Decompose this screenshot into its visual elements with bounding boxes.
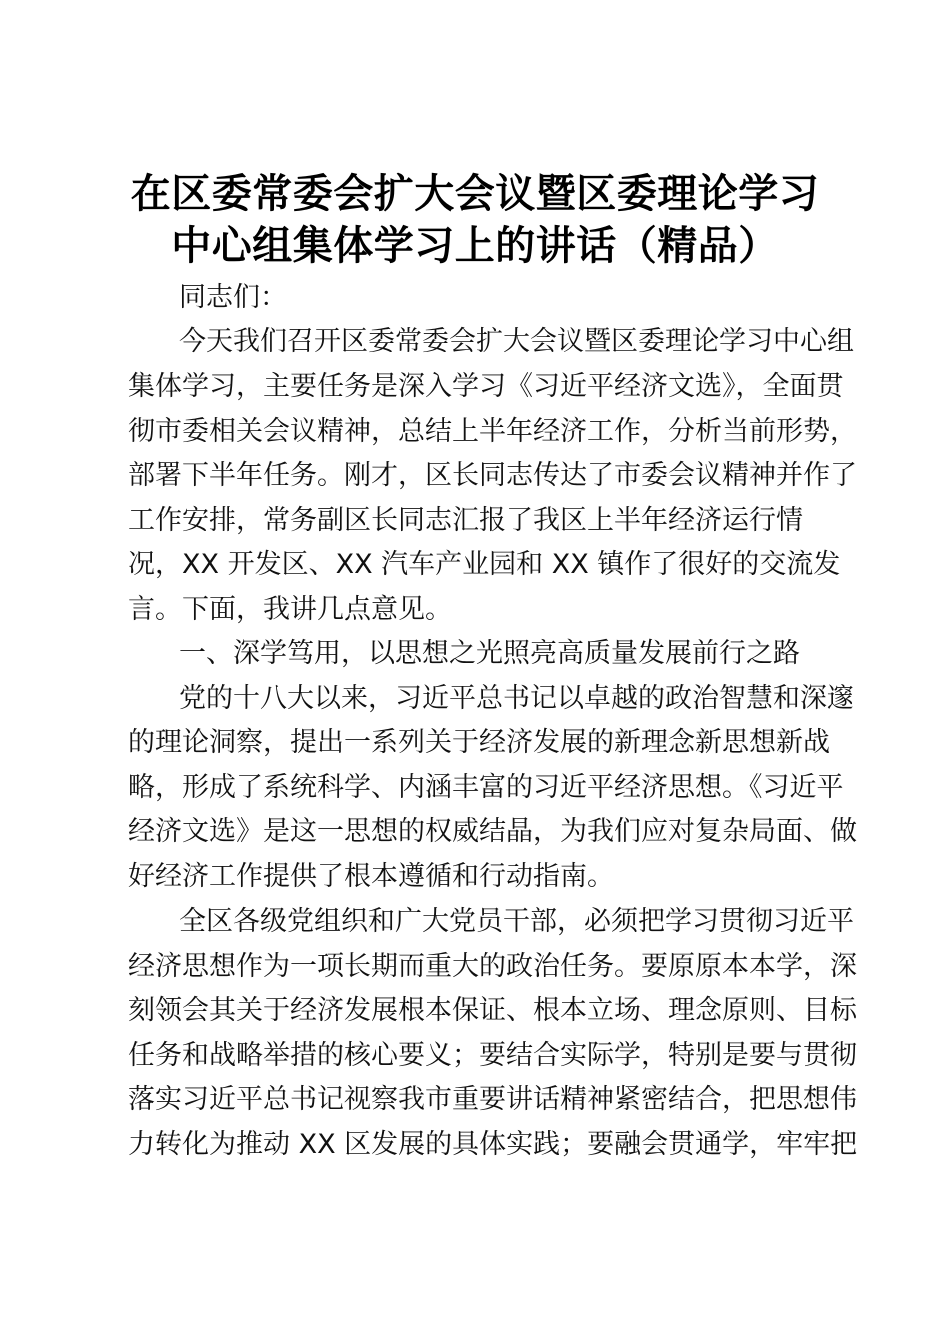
- paragraph-line: 经济文选》是这一思想的权威结晶，为我们应对复杂局面、做: [128, 816, 857, 847]
- paragraph-line: 力转化为推动 XX 区发展的具体实践；要融会贯通学，牢牢把: [128, 1129, 858, 1160]
- paragraph-line: 全区各级党组织和广大党员干部，必须把学习贯彻习近平: [179, 906, 854, 937]
- paragraph-line: 经济思想作为一项长期而重大的政治任务。要原原本本学，深: [128, 951, 857, 982]
- paragraph-line: 略，形成了系统科学、内涵丰富的习近平经济思想。《习近平: [128, 772, 844, 803]
- paragraph-line: 工作安排，常务副区长同志汇报了我区上半年经济运行情: [128, 505, 803, 536]
- paragraph-line: 刻领会其关于经济发展根本保证、根本立场、理念原则、目标: [128, 995, 857, 1026]
- document-title-line-1: 在区委常委会扩大会议暨区委理论学习: [130, 171, 820, 217]
- paragraph-line: 任务和战略举措的核心要义；要结合实际学，特别是要与贯彻: [128, 1040, 857, 1071]
- paragraph-line: 的理论洞察，提出一系列关于经济发展的新理念新思想新战: [128, 727, 830, 758]
- paragraph-line: 彻市委相关会议精神，总结上半年经济工作，分析当前形势，: [128, 416, 857, 447]
- paragraph-line: 好经济工作提供了根本遵循和行动指南。: [128, 861, 614, 892]
- paragraph-line: 言。下面，我讲几点意见。: [128, 594, 452, 625]
- salutation: 同志们：: [179, 282, 287, 313]
- section-heading: 一、深学笃用，以思想之光照亮高质量发展前行之路: [179, 638, 800, 669]
- paragraph-line: 况，XX 开发区、XX 汽车产业园和 XX 镇作了很好的交流发: [128, 549, 841, 580]
- paragraph-line: 集体学习，主要任务是深入学习《习近平经济文选》，全面贯: [128, 371, 844, 402]
- document-title-line-2: 中心组集体学习上的讲话（精品）: [171, 223, 779, 269]
- paragraph-line: 党的十八大以来，习近平总书记以卓越的政治智慧和深邃: [179, 683, 854, 714]
- paragraph-line: 今天我们召开区委常委会扩大会议暨区委理论学习中心组: [179, 326, 854, 357]
- paragraph-line: 落实习近平总书记视察我市重要讲话精神紧密结合，把思想伟: [128, 1084, 857, 1115]
- paragraph-line: 部署下半年任务。刚才，区长同志传达了市委会议精神并作了: [128, 460, 857, 491]
